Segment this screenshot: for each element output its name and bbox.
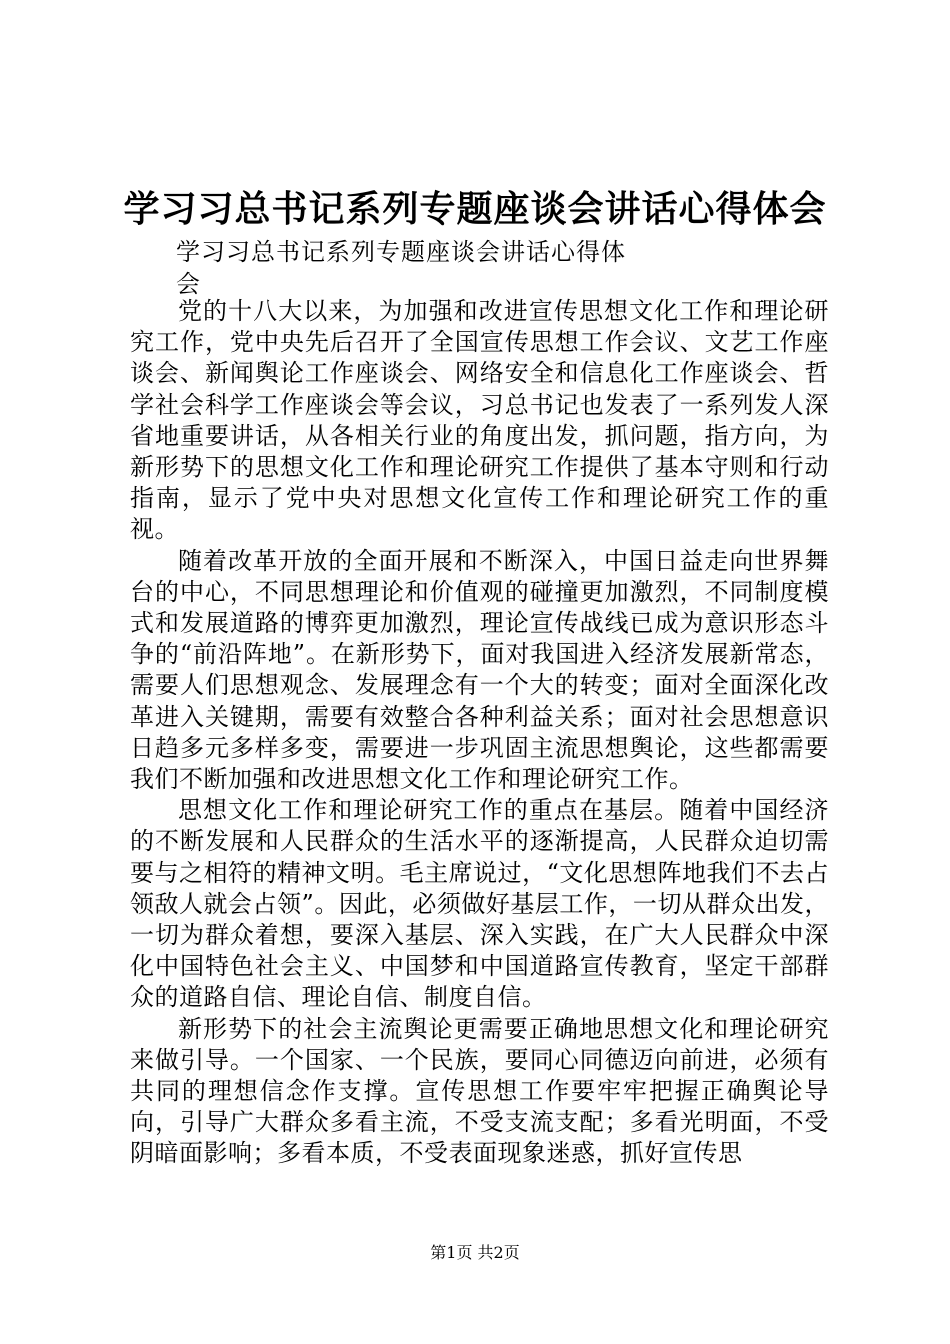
body-paragraph: 随着改革开放的全面开展和不断深入，中国日益走向世界舞台的中心，不同思想理论和价值观的碰撞更加激烈，不同制度模式和发展道路的博弈更加激烈，理论宣传战线已成为意识形态斗争的“前沿阵地”。在新形势下，面对我国进入经济发展新常态，需要人们思想观念、发展理念有一个大的转变；面对全面深化改革进入关键期，需要有效整合各种利益关系；面对社会思想意识日趋多元多样多变，需要进一步巩固主流思想舆论，这些都需要我们不断加强和改进思想文化工作和理论研究工作。 xyxy=(130,546,829,794)
document-title: 学习习总书记系列专题座谈会讲话心得体会 xyxy=(123,188,827,230)
document-subtitle: 学习习总书记系列专题座谈会讲话心得体会 xyxy=(176,238,626,298)
document-body xyxy=(130,296,829,1170)
body-paragraph: 党的十八大以来，为加强和改进宣传思想文化工作和理论研究工作，党中央先后召开了全国宣传思想工作会议、文艺工作座谈会、新闻舆论工作座谈会、网络安全和信息化工作座谈会、哲学社会科学工作座谈会等会议，习总书记也发表了一系列发人深省地重要讲话，从各相关行业的角度出发，抓问题，指方向，为新形势下的思想文化工作和理论研究工作提供了基本守则和行动指南，显示了党中央对思想文化宣传工作和理论研究工作的重视。 xyxy=(130,297,829,544)
body-paragraph: 新形势下的社会主流舆论更需要正确地思想文化和理论研究来做引导。一个国家、一个民族，要同心同德迈向前进，必须有共同的理想信念作支撑。宣传思想工作要牢牢把握正确舆论导向，引导广大群众多看主流，不受支流支配；多看光明面，不受阴暗面影响；多看本质，不受表面现象迷惑，抓好宣传思 xyxy=(130,1014,829,1168)
page-number-footer: 第1页 共2页 xyxy=(430,1243,520,1262)
body-paragraph: 思想文化工作和理论研究工作的重点在基层。随着中国经济的不断发展和人民群众的生活水平的逐渐提高，人民群众迫切需要与之相符的精神文明。毛主席说过，“文化思想阵地我们不去占领敌人就会占领”。因此，必须做好基层工作，一切从群众出发，一切为群众着想，要深入基层、深入实践，在广大人民群众中深化中国特色社会主义、中国梦和中国道路宣传教育，坚定干部群众的道路自信、理论自信、制度自信。 xyxy=(130,796,829,1012)
